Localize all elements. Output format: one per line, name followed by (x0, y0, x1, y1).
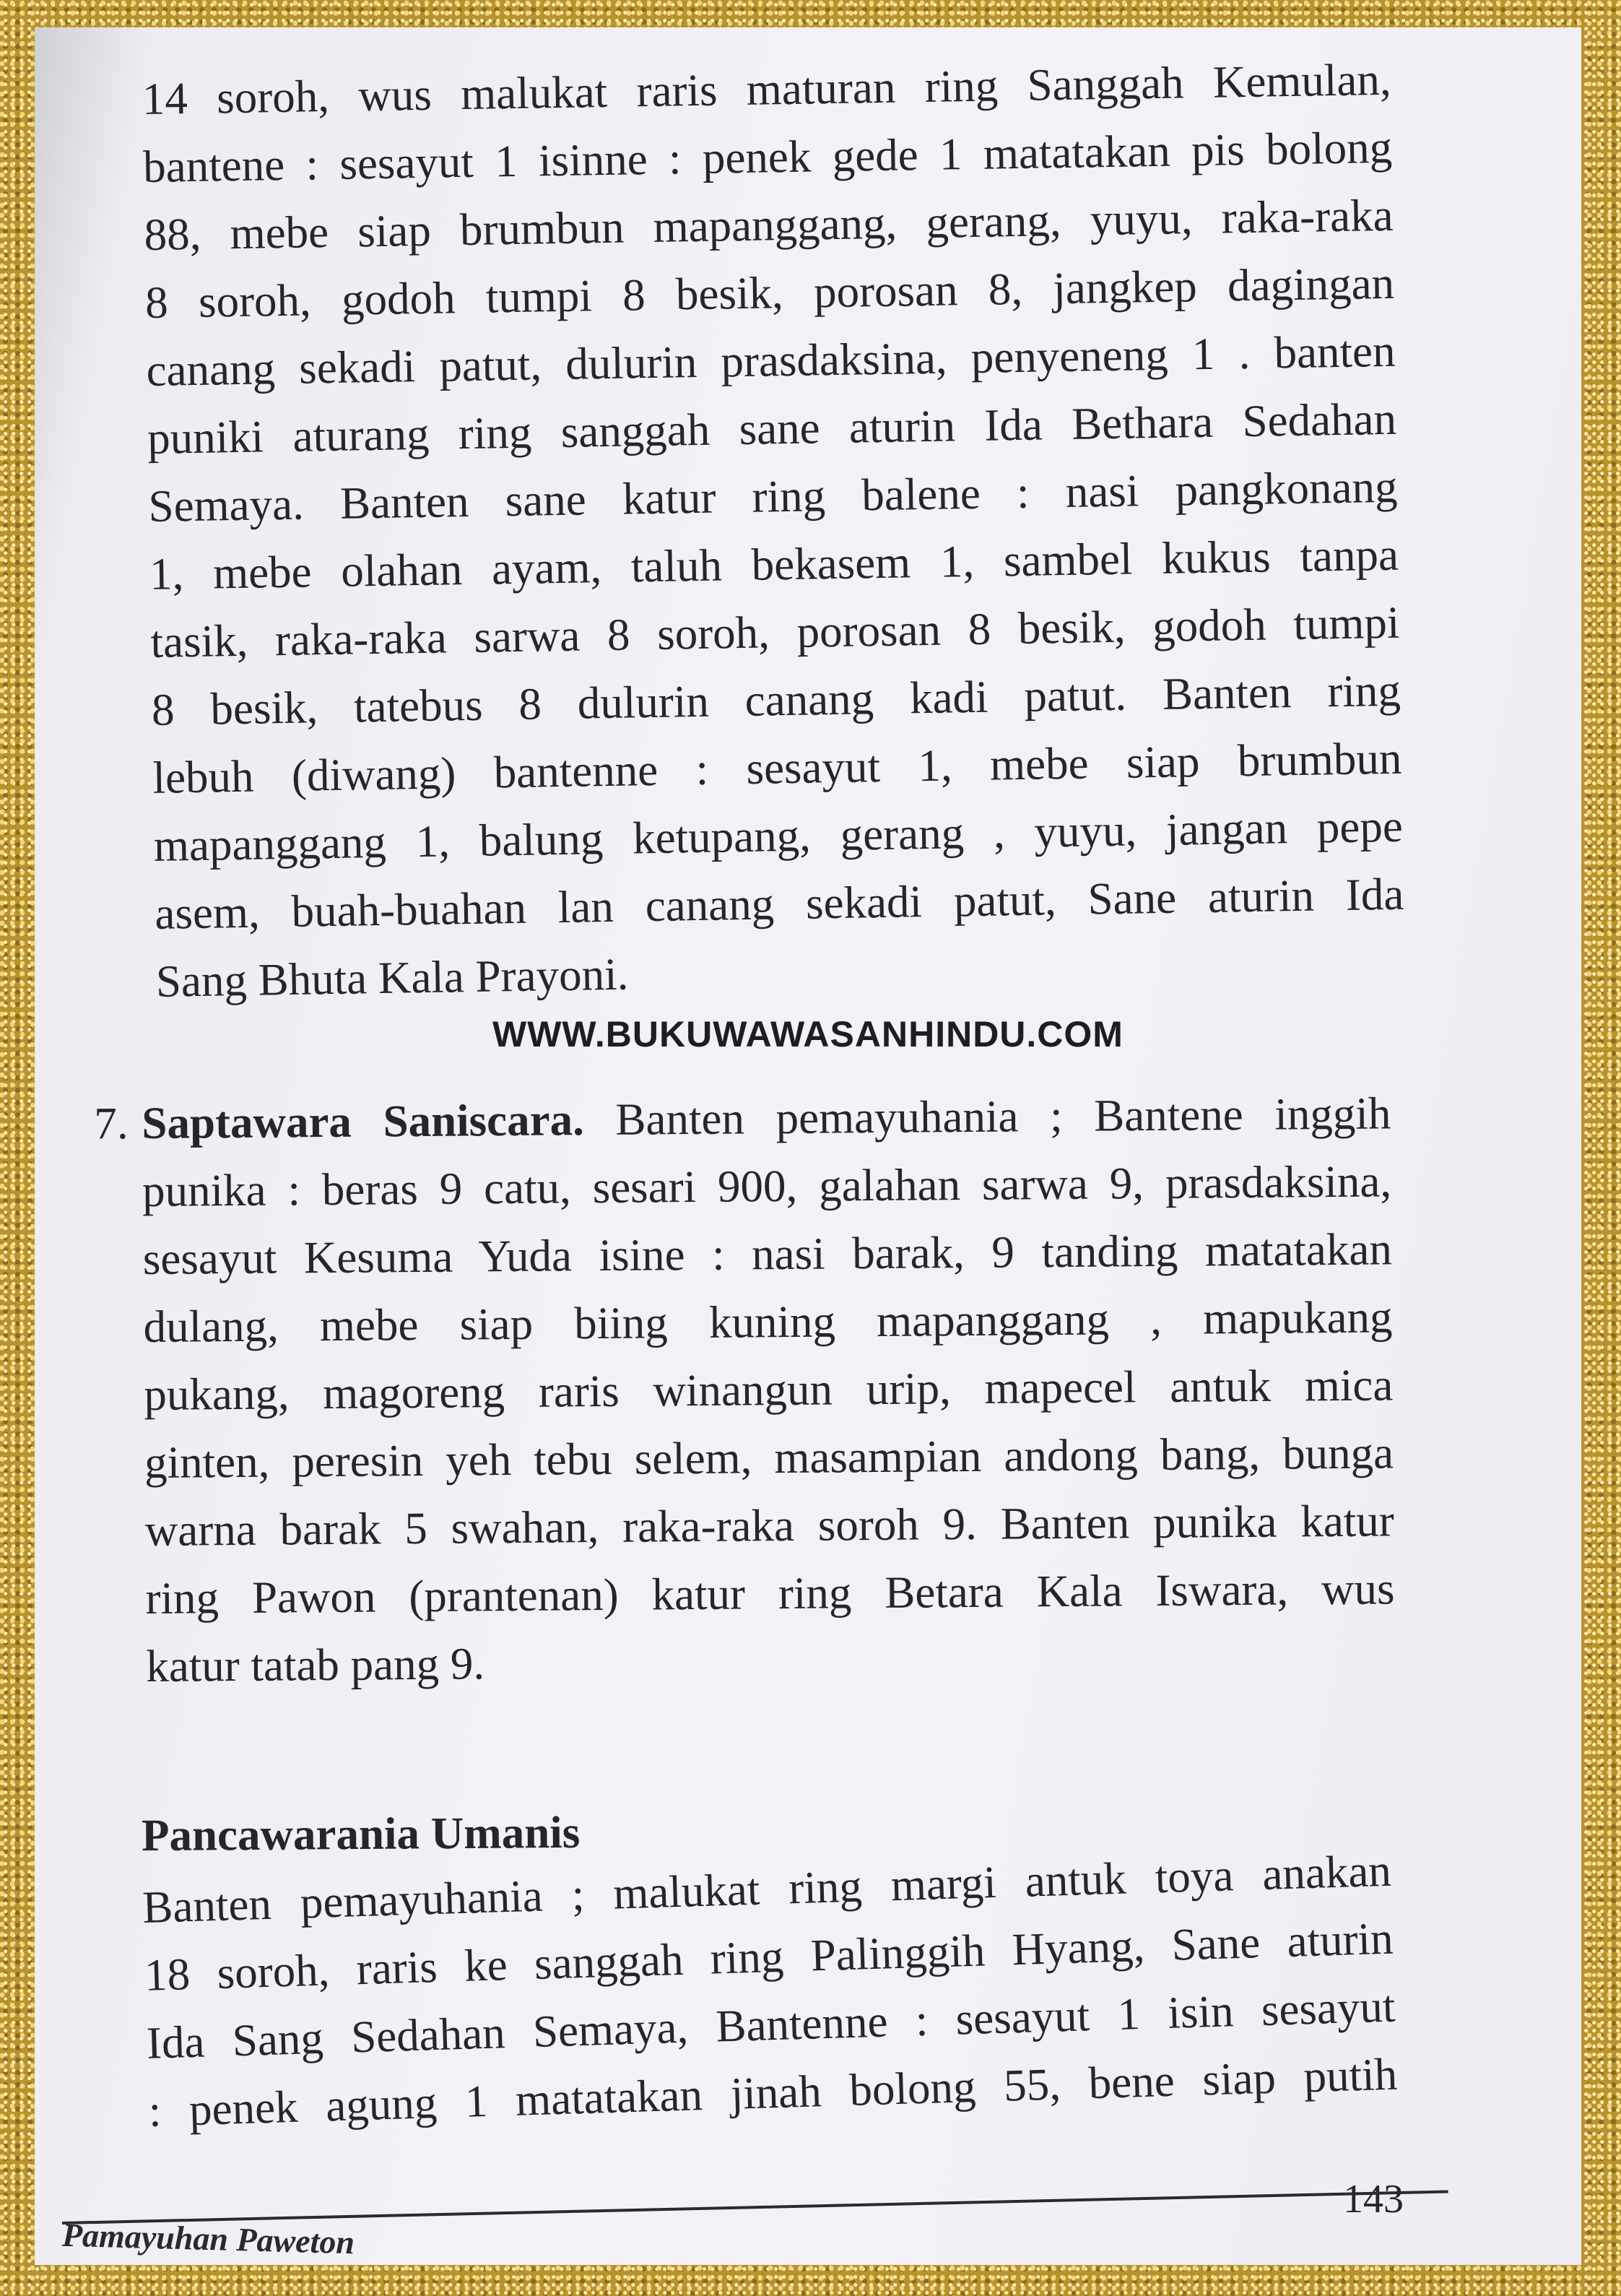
item-heading: Saptawara Saniscara. (142, 1094, 585, 1148)
paragraph-line: asem, buah-buahan lan canang sekadi patut, Sane aturin Ida (154, 868, 1404, 939)
section-heading: Pancawarania Umanis (141, 1806, 581, 1861)
paragraph-line: ring Pawon (prantenan) katur ring Betara Kala Iswara, wus (145, 1563, 1395, 1624)
item-first-line (142, 1079, 1391, 1157)
footer-divider (62, 2190, 1448, 2224)
paragraph-line: sesayut Kesuma Yuda isine : nasi barak, 9 tanding matatakan (142, 1223, 1393, 1284)
paragraph-line: 14 soroh, wus malukat raris maturan ring Sanggah Kemulan, (142, 53, 1392, 124)
continued-paragraph (142, 46, 1405, 1015)
paragraph-line: canang sekadi patut, dulurin prasdaksina, penyeneng 1 . banten (146, 325, 1396, 396)
paragraph-line: tasik, raka-raka sarwa 8 soroh, porosan 8 besik, godoh tumpi (150, 597, 1400, 667)
paragraph-line: 8 soroh, godoh tumpi 8 besik, porosan 8, jangkep dagingan (144, 257, 1395, 328)
running-footer: Pamayuhan Paweton (61, 2216, 355, 2261)
item-first-line-text: Banten pemayuhania ; Bantene inggih (583, 1088, 1391, 1145)
paragraph-line: punika : beras 9 catu, sesari 900, galahan sarwa 9, prasdaksina, (142, 1156, 1392, 1216)
paragraph-line: dulang, mebe siap biing kuning mapanggang , mapukang (143, 1291, 1393, 1352)
paragraph-line: ginten, peresin yeh tebu selem, masampian andong bang, bunga (144, 1427, 1394, 1488)
section-paragraph (142, 1837, 1398, 2145)
paragraph-line: 1, mebe olahan ayam, taluh bekasem 1, sambel kukus tanpa (149, 529, 1399, 599)
paragraph-line: mapanggang 1, balung ketupang, gerang , yuyu, jangan pepe (153, 800, 1404, 871)
watermark-url: WWW.BUKUWAWASANHINDU.COM (492, 1014, 1124, 1054)
book-page (35, 27, 1581, 2265)
page-number: 143 (1343, 2177, 1404, 2222)
paragraph-line: : penek agung 1 matatakan jinah bolong 55, bene siap putih (147, 2048, 1399, 2136)
paragraph-line: bantene : sesayut 1 isinne : penek gede 1 matatakan pis bolong (142, 121, 1393, 192)
paragraph-line: lebuh (diwang) bantenne : sesayut 1, mebe siap brumbun (152, 732, 1402, 803)
paragraph-line: katur tatab pang 9. (146, 1638, 485, 1691)
paragraph-line: 88, mebe siap brumbun mapanggang, gerang, yuyu, raka-raka (144, 189, 1394, 260)
list-item-7 (94, 1079, 1396, 1700)
item-number: 7. (94, 1098, 129, 1149)
paragraph-line: Semaya. Banten sane katur ring balene : nasi pangkonang (148, 461, 1398, 532)
paragraph-line: warna barak 5 swahan, raka-raka soroh 9. Banten punika katur (144, 1495, 1395, 1556)
paragraph-line: puniki aturang ring sanggah sane aturin Ida Bethara Sedahan (147, 393, 1397, 464)
paragraph-line: Ida Sang Sedahan Semaya, Bantenne : sesayut 1 isin sesayut (145, 1980, 1396, 2068)
paragraph-line: 8 besik, tatebus 8 dulurin canang kadi patut. Banten ring (151, 664, 1401, 735)
paragraph-line: Banten pemayuhania ; malukat ring margi antuk toya anakan (142, 1845, 1392, 1933)
paragraph-line: Sang Bhuta Kala Prayoni. (155, 948, 629, 1007)
paragraph-line: pukang, magoreng raris winangun urip, mapecel antuk mica (144, 1359, 1394, 1420)
paragraph-line: 18 soroh, raris ke sanggah ring Palinggih Hyang, Sane aturin (144, 1912, 1394, 2001)
